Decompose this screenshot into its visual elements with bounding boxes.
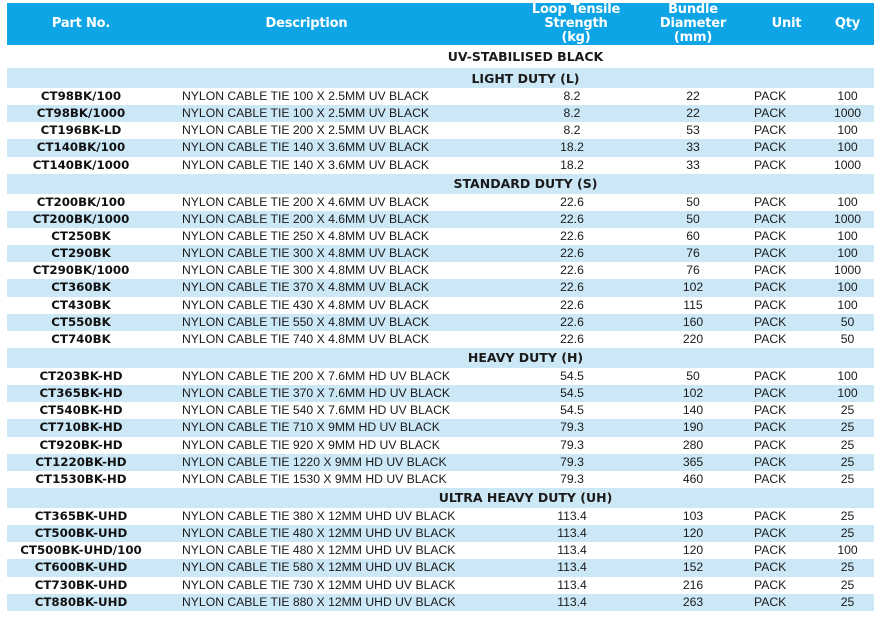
table-row [7,228,874,245]
cell-unit: PACK [754,509,787,524]
cell-bundle-diameter: 102 [634,385,752,402]
cell-qty: 100 [837,123,858,138]
cell-qty: 100 [837,543,858,558]
cell-unit: PACK [754,123,787,138]
section-row-ultra-heavy-duty [7,488,874,508]
cell-description: NYLON CABLE TIE 140 X 3.6MM UV BLACK [182,157,430,172]
cell-description: NYLON CABLE TIE 1220 X 9MM HD UV BLACK [155,454,458,471]
cell-unit: PACK [754,437,787,452]
table-row [7,245,874,262]
cell-loop-tensile-strength: 113.4 [557,543,587,558]
cell-description: NYLON CABLE TIE 1530 X 9MM HD UV BLACK [182,471,447,486]
cell-loop-tensile-strength: 22.6 [458,245,634,262]
cell-bundle-diameter: 263 [634,594,752,611]
table-row [7,471,874,488]
cell-unit: PACK [752,525,821,542]
cell-part-no: CT365BK-HD [7,385,155,402]
table-row [7,437,874,454]
cell-unit: PACK [754,157,787,172]
cell-qty: 50 [840,331,855,346]
cell-description: NYLON CABLE TIE 300 X 4.8MM UV BLACK [155,245,458,262]
header-description: Description [155,3,458,45]
header-qty: Qty [821,3,874,45]
cell-part-no: CT365BK-UHD [34,509,128,524]
table-row [7,194,874,211]
section-label: ULTRA HEAVY DUTY (UH) [438,490,613,506]
header-lts-label: Loop Tensile Strength [531,2,621,31]
cell-loop-tensile-strength: 79.3 [458,454,634,471]
cell-loop-tensile-strength: 54.5 [560,403,584,418]
cell-bundle-diameter: 22 [686,89,700,104]
table-row [7,297,874,314]
cell-description: NYLON CABLE TIE 200 X 2.5MM UV BLACK [182,123,430,138]
table-row [7,314,874,331]
cell-bundle-diameter: 160 [634,314,752,331]
cell-description: NYLON CABLE TIE 200 X 7.6MM HD UV BLACK [182,369,450,384]
cell-description: NYLON CABLE TIE 730 X 12MM UHD UV BLACK [182,577,456,592]
table-row [7,454,874,471]
cell-part-no: CT290BK [7,245,155,262]
cell-description: NYLON CABLE TIE 920 X 9MM HD UV BLACK [182,437,440,452]
cell-loop-tensile-strength: 79.3 [458,419,634,436]
table-row [7,368,874,385]
cell-loop-tensile-strength: 22.6 [458,279,634,296]
cell-bundle-diameter: 60 [686,229,700,244]
cell-unit: PACK [754,89,787,104]
header-loop-tensile-strength [458,3,634,45]
cell-loop-tensile-strength: 113.4 [458,525,634,542]
cell-qty: 50 [821,314,874,331]
section-heading [7,174,874,194]
cell-unit: PACK [754,263,787,278]
table-row [7,508,874,525]
section-row-heavy-duty [7,348,874,368]
cell-description: NYLON CABLE TIE 200 X 4.6MM UV BLACK [182,194,430,209]
cell-part-no: CT600BK-UHD [7,559,155,576]
cell-unit: PACK [752,559,821,576]
cell-description: NYLON CABLE TIE 370 X 7.6MM HD UV BLACK [155,385,458,402]
header-unit: Unit [752,3,821,45]
cell-loop-tensile-strength: 8.2 [563,123,581,138]
cell-part-no: CT710BK-HD [7,419,155,436]
cell-loop-tensile-strength: 113.4 [557,577,587,592]
cell-loop-tensile-strength: 113.4 [458,594,634,611]
header-bd-label: Bundle Diameter [659,2,727,31]
cell-bundle-diameter: 140 [682,403,704,418]
cell-description: NYLON CABLE TIE 550 X 4.8MM UV BLACK [155,314,458,331]
table-row [7,559,874,576]
cell-unit: PACK [752,105,821,122]
cell-part-no: CT250BK [51,229,111,244]
header-row [7,3,874,45]
cell-qty: 1000 [821,211,874,228]
cell-bundle-diameter: 115 [683,297,703,312]
cell-unit: PACK [754,471,787,486]
section-label: STANDARD DUTY (S) [453,176,598,192]
cell-part-no: CT140BK/1000 [32,157,130,172]
cell-loop-tensile-strength: 54.5 [560,369,584,384]
cell-description: NYLON CABLE TIE 200 X 4.6MM UV BLACK [155,211,458,228]
cell-qty: 100 [821,245,874,262]
cell-description: NYLON CABLE TIE 370 X 4.8MM UV BLACK [155,279,458,296]
cell-bundle-diameter: 365 [634,454,752,471]
cell-loop-tensile-strength: 79.3 [560,437,584,452]
cell-bundle-diameter: 33 [634,139,752,156]
cell-description: NYLON CABLE TIE 710 X 9MM HD UV BLACK [155,419,458,436]
cell-qty: 25 [840,403,855,418]
cell-part-no: CT98BK/1000 [7,105,155,122]
table-title-row [7,45,874,68]
section-heading [7,348,874,368]
table-row [7,122,874,139]
cell-unit: PACK [754,194,787,209]
cell-unit: PACK [752,211,821,228]
cell-part-no: CT196BK-LD [40,123,122,138]
cell-part-no: CT200BK/100 [36,194,126,209]
cell-description: NYLON CABLE TIE 580 X 12MM UHD UV BLACK [155,559,458,576]
cell-part-no: CT740BK [51,331,111,346]
table-row [7,331,874,348]
cell-loop-tensile-strength: 22.6 [458,211,634,228]
cell-loop-tensile-strength: 113.4 [557,509,587,524]
header-part-no: Part No. [7,3,155,45]
cell-qty: 1000 [833,157,862,172]
table-row [7,594,874,611]
table-row [7,262,874,279]
table-row [7,577,874,594]
cell-bundle-diameter: 152 [634,559,752,576]
cell-qty: 100 [837,89,858,104]
table-row [7,211,874,228]
table-row [7,402,874,419]
cell-qty: 25 [840,437,855,452]
cell-unit: PACK [754,543,787,558]
cell-part-no: CT1220BK-HD [7,454,155,471]
cell-bundle-diameter: 33 [686,157,700,172]
cell-loop-tensile-strength: 22.6 [560,331,584,346]
table-row [7,279,874,296]
cell-unit: PACK [752,245,821,262]
cell-description: NYLON CABLE TIE 100 X 2.5MM UV BLACK [155,105,458,122]
cell-loop-tensile-strength: 22.6 [560,229,584,244]
cell-qty: 25 [821,559,874,576]
cell-part-no: CT98BK/100 [40,89,122,104]
cell-description: NYLON CABLE TIE 250 X 4.8MM UV BLACK [182,229,430,244]
section-row-standard-duty [7,174,874,194]
cell-qty: 100 [837,369,858,384]
header-bd-unit: (mm) [673,30,713,45]
table-row [7,525,874,542]
header-bundle-diameter [634,3,752,45]
cell-part-no: CT203BK-HD [39,369,123,384]
table-row [7,88,874,105]
table-row [7,385,874,402]
cell-bundle-diameter: 50 [686,369,700,384]
cell-loop-tensile-strength: 8.2 [458,105,634,122]
cell-description: NYLON CABLE TIE 430 X 4.8MM UV BLACK [182,297,430,312]
cell-bundle-diameter: 50 [686,194,700,209]
cell-part-no: CT430BK [51,297,111,312]
cell-unit: PACK [752,314,821,331]
cell-part-no: CT920BK-HD [39,437,123,452]
cable-tie-spec-table [7,3,874,611]
table-row [7,157,874,174]
cell-qty: 100 [821,385,874,402]
cell-part-no: CT140BK/100 [7,139,155,156]
cell-qty: 1000 [821,105,874,122]
cell-qty: 1000 [833,263,862,278]
cell-loop-tensile-strength: 22.6 [560,194,584,209]
cell-bundle-diameter: 76 [686,263,700,278]
section-row-light-duty [7,68,874,88]
cell-description: NYLON CABLE TIE 380 X 12MM UHD UV BLACK [182,509,456,524]
cell-unit: PACK [752,385,821,402]
cell-description: NYLON CABLE TIE 540 X 7.6MM HD UV BLACK [182,403,450,418]
cell-qty: 25 [821,594,874,611]
table-body [7,45,874,611]
cell-part-no: CT500BK-UHD/100 [20,543,142,558]
cell-qty: 25 [821,419,874,436]
cell-part-no: CT1530BK-HD [35,471,127,486]
cell-bundle-diameter: 216 [682,577,704,592]
cell-part-no: CT200BK/1000 [7,211,155,228]
table-title-label: UV-STABILISED BLACK [447,49,604,64]
cell-bundle-diameter: 102 [634,279,752,296]
cell-bundle-diameter: 280 [682,437,704,452]
cell-description: NYLON CABLE TIE 880 X 12MM UHD UV BLACK [155,594,458,611]
cell-qty: 25 [821,454,874,471]
cell-unit: PACK [754,403,787,418]
cell-qty: 100 [837,194,858,209]
cell-unit: PACK [752,454,821,471]
section-heading [7,68,874,88]
cell-bundle-diameter: 76 [634,245,752,262]
section-heading [7,488,874,508]
cell-qty: 25 [840,471,855,486]
table-row [7,542,874,559]
cell-loop-tensile-strength: 22.6 [560,263,584,278]
cell-unit: PACK [754,577,787,592]
cell-unit: PACK [754,331,787,346]
cell-loop-tensile-strength: 22.6 [458,314,634,331]
cell-bundle-diameter: 120 [634,525,752,542]
header-lts-unit: (kg) [561,30,591,45]
cell-qty: 25 [840,577,855,592]
table-title [7,45,874,68]
cell-part-no: CT500BK-UHD [7,525,155,542]
cell-unit: PACK [752,419,821,436]
cell-description: NYLON CABLE TIE 140 X 3.6MM UV BLACK [155,139,458,156]
cell-bundle-diameter: 460 [682,471,704,486]
cell-bundle-diameter: 120 [682,543,704,558]
cell-bundle-diameter: 190 [634,419,752,436]
cell-part-no: CT550BK [7,314,155,331]
table-header [7,3,874,45]
cell-loop-tensile-strength: 113.4 [458,559,634,576]
cell-qty: 25 [821,525,874,542]
cell-qty: 100 [821,139,874,156]
cell-qty: 25 [840,509,855,524]
cell-unit: PACK [752,279,821,296]
cell-qty: 100 [837,297,858,312]
cell-bundle-diameter: 22 [634,105,752,122]
cell-part-no: CT540BK-HD [39,403,123,418]
cell-unit: PACK [752,139,821,156]
section-label: HEAVY DUTY (H) [467,350,584,366]
cell-unit: PACK [752,594,821,611]
cable-tie-spec-table-container [7,3,874,611]
cell-loop-tensile-strength: 8.2 [563,89,581,104]
cell-bundle-diameter: 103 [682,509,704,524]
cell-loop-tensile-strength: 18.2 [560,157,584,172]
cell-qty: 100 [821,279,874,296]
cell-description: NYLON CABLE TIE 740 X 4.8MM UV BLACK [182,331,430,346]
cell-part-no: CT360BK [7,279,155,296]
cell-unit: PACK [754,297,787,312]
cell-unit: PACK [754,369,787,384]
cell-part-no: CT290BK/1000 [32,263,130,278]
cell-loop-tensile-strength: 79.3 [560,471,584,486]
cell-description: NYLON CABLE TIE 480 X 12MM UHD UV BLACK [182,543,456,558]
cell-unit: PACK [754,229,787,244]
cell-description: NYLON CABLE TIE 480 X 12MM UHD UV BLACK [155,525,458,542]
cell-bundle-diameter: 53 [686,123,700,138]
cell-loop-tensile-strength: 18.2 [458,139,634,156]
table-row [7,139,874,156]
cell-bundle-diameter: 50 [634,211,752,228]
cell-qty: 100 [837,229,858,244]
cell-part-no: CT880BK-UHD [7,594,155,611]
cell-description: NYLON CABLE TIE 100 X 2.5MM UV BLACK [182,89,430,104]
section-label: LIGHT DUTY (L) [471,70,580,86]
cell-part-no: CT730BK-UHD [34,577,128,592]
table-row [7,105,874,122]
cell-loop-tensile-strength: 22.6 [560,297,584,312]
cell-description: NYLON CABLE TIE 300 X 4.8MM UV BLACK [182,263,430,278]
cell-loop-tensile-strength: 54.5 [458,385,634,402]
table-row [7,419,874,436]
cell-bundle-diameter: 220 [682,331,704,346]
